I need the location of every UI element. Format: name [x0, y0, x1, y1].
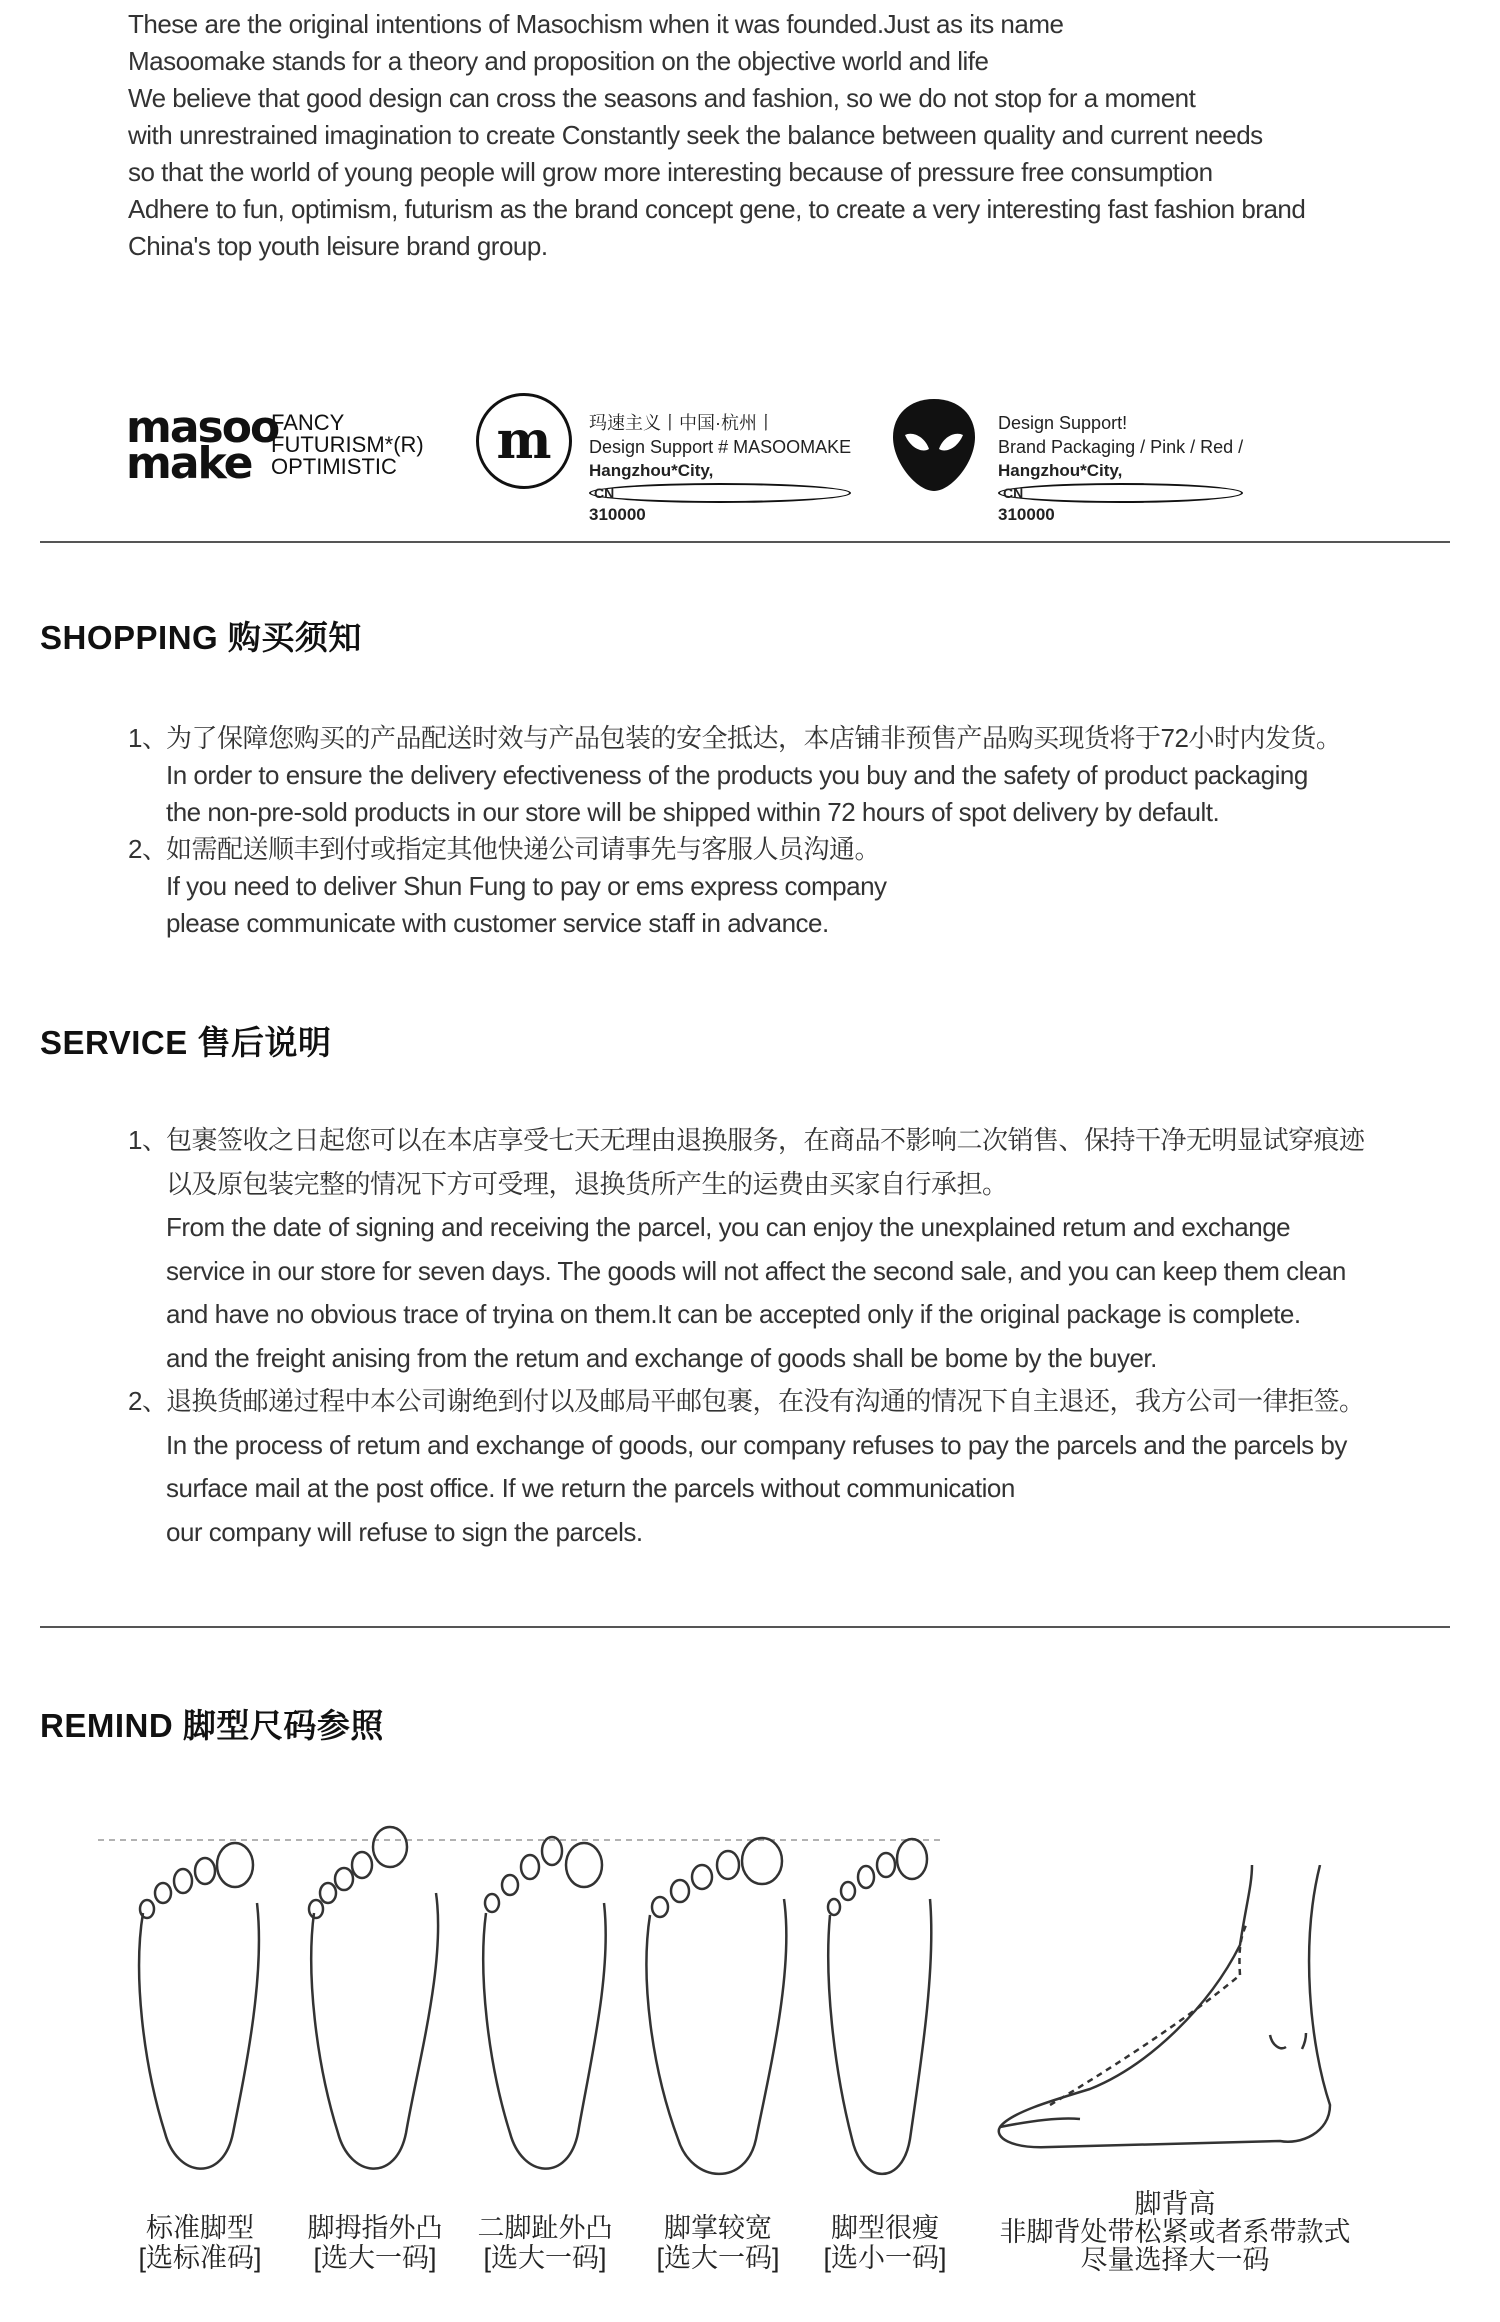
side-caption-line: 尽量选择大一码	[1080, 2245, 1270, 2275]
foot-type-name: 二脚趾外凸	[477, 2213, 613, 2243]
list-item: 2、如需配送顺丰到付或指定其他快递公司请事先与客服人员沟通。	[128, 834, 881, 864]
masoomake-logo	[126, 402, 279, 489]
high-instep-caption	[995, 2190, 1355, 2274]
remind-title: REMIND 脚型尺码参照	[40, 1707, 384, 1744]
list-item: 1、包裹签收之日起您可以在本店享受七天无理由退换服务，在商品不影响二次销售、保持干净无明显试穿痕迹	[128, 1125, 1365, 1155]
foot-size-advice: [选大一码]	[483, 2243, 607, 2273]
brand-tagline	[271, 412, 424, 478]
intro-paragraph	[128, 6, 1428, 265]
list-item: 1、为了保障您购买的产品配送时效与产品包装的安全抵达，本店铺非预售产品购买现货将于72小时内发货。	[128, 723, 1342, 753]
foot-type-name: 脚拇指外凸	[307, 2213, 443, 2243]
divider	[40, 541, 1450, 543]
list-item-line: the non-pre-sold products in our store will be shipped within 72 hours of spot delivery by default.	[166, 797, 1220, 827]
m-badge-icon	[476, 393, 572, 489]
badge-letter: m	[496, 410, 552, 471]
intro-line: Masoomake stands for a theory and proposition on the objective world and life	[128, 46, 989, 76]
intro-line: We believe that good design can cross the seasons and fashion, so we do not stop for a moment	[128, 83, 1196, 113]
logo-line-1: masoo	[126, 402, 279, 453]
standard-foot-icon	[125, 1833, 275, 2193]
foot-caption	[110, 2213, 290, 2273]
tagline-line: FANCY	[271, 410, 345, 435]
logo-line-2: make	[126, 438, 252, 489]
list-item-line: service in our store for seven days. The goods will not affect the second sale, and you can keep them clean	[166, 1255, 1346, 1286]
foot-type-chart	[90, 1815, 1420, 2295]
list-item-line: In the process of retum and exchange of goods, our company refuses to pay the parcels and the parcels by	[166, 1429, 1347, 1460]
cn-badge: CN	[589, 483, 851, 503]
foot-size-advice: [选标准码]	[138, 2243, 262, 2273]
foot-caption	[285, 2213, 465, 2273]
side-caption-line: 非脚背处带松紧或者系带款式	[999, 2217, 1351, 2247]
divider	[40, 1626, 1450, 1628]
foot-caption	[455, 2213, 635, 2273]
foot-size-advice: [选大一码]	[313, 2243, 437, 2273]
foot-caption	[795, 2213, 975, 2273]
list-item-line: surface mail at the post office. If we return the parcels without communication	[166, 1473, 1015, 1503]
list-item-line: our company will refuse to sign the parcels.	[166, 1516, 643, 1547]
brand-info-2	[998, 411, 1243, 527]
info-line: Design Support # MASOOMAKE	[589, 437, 852, 457]
brand-row	[126, 385, 1276, 524]
info-line: 玛速主义丨中国·杭州丨	[589, 413, 775, 433]
cn-badge: CN	[998, 483, 1243, 503]
list-item-line: If you need to deliver Shun Fung to pay or ems express company	[166, 871, 887, 901]
info-line: Design Support!	[998, 413, 1128, 433]
bunion-foot-icon	[300, 1823, 450, 2193]
long-second-toe-foot-icon	[470, 1823, 620, 2193]
foot-size-advice: [选小一码]	[823, 2243, 947, 2273]
brand-info-1	[589, 411, 851, 527]
info-address: Hangzhou*City, CN 310000	[589, 459, 851, 527]
service-title: SERVICE 售后说明	[40, 1024, 332, 1061]
list-item-line: From the date of signing and receiving the parcel, you can enjoy the unexplained retum and exchange	[166, 1212, 1291, 1242]
shopping-title: SHOPPING 购买须知	[40, 619, 362, 656]
list-item-line: and have no obvious trace of tryina on them.It can be accepted only if the original package is complete.	[166, 1299, 1301, 1329]
thin-foot-icon	[812, 1829, 952, 2194]
alien-head-icon	[891, 397, 977, 493]
list-item-line: In order to ensure the delivery efectiveness of the products you buy and the safety of product packaging	[166, 760, 1308, 790]
list-item-line: and the freight anising from the retum and exchange of goods shall be bome by the buyer.	[166, 1342, 1157, 1373]
foot-type-name: 脚掌较宽	[664, 2213, 772, 2243]
list-item-line: 以及原包装完整的情况下方可受理，退换货所产生的运费由买家自行承担。	[166, 1168, 1008, 1199]
info-address: Hangzhou*City, CN 310000	[998, 459, 1243, 527]
service-list	[128, 1119, 1458, 1554]
list-item: 2、退换货邮递过程中本公司谢绝到付以及邮局平邮包裹，在没有沟通的情况下自主退还，我方公司一律拒签。	[128, 1386, 1365, 1416]
shopping-list	[128, 720, 1458, 942]
info-line: Brand Packaging / Pink / Red /	[998, 437, 1244, 457]
wide-foot-icon	[638, 1829, 798, 2194]
foot-type-name: 脚型很瘦	[831, 2213, 939, 2243]
tagline-line: FUTURISM*(R)	[271, 432, 424, 457]
intro-line: China's top youth leisure brand group.	[128, 231, 548, 261]
intro-line: so that the world of young people will grow more interesting because of pressure free consumption	[128, 157, 1213, 187]
high-instep-foot-icon	[990, 1865, 1350, 2185]
side-caption-line: 脚背高	[1134, 2189, 1216, 2219]
intro-line: These are the original intentions of Masochism when it was founded.Just as its name	[128, 9, 1064, 39]
foot-caption	[628, 2213, 808, 2273]
foot-type-name: 标准脚型	[146, 2213, 254, 2243]
intro-line: with unrestrained imagination to create Constantly seek the balance between quality and current needs	[128, 120, 1263, 150]
intro-line: Adhere to fun, optimism, futurism as the brand concept gene, to create a very interesting fast fashion brand	[128, 194, 1306, 224]
list-item-line: please communicate with customer service staff in advance.	[166, 908, 829, 938]
foot-size-advice: [选大一码]	[656, 2243, 780, 2273]
tagline-line: OPTIMISTIC	[271, 454, 397, 479]
